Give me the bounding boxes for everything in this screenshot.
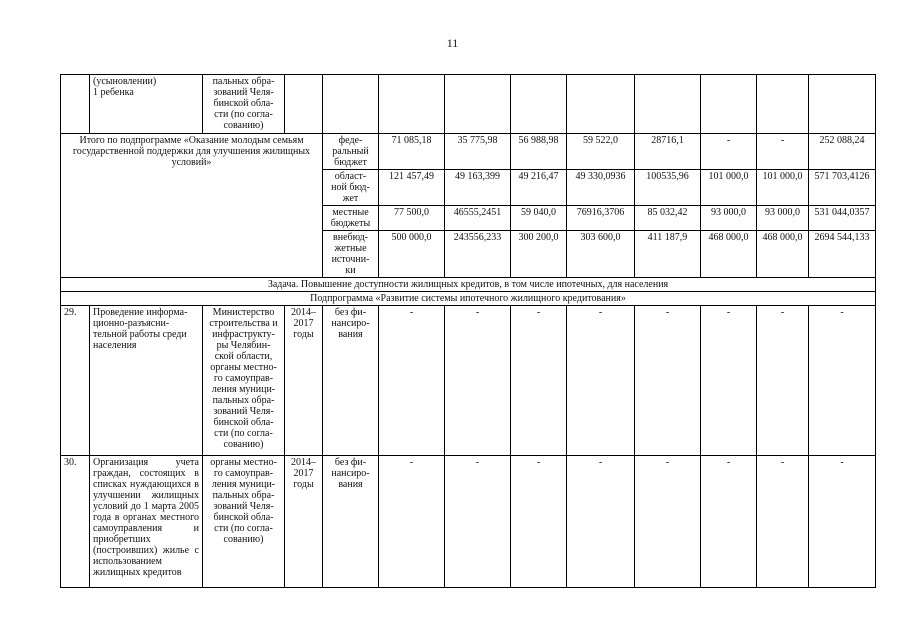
value-cell: 35 775,98 [445,134,511,170]
item-number: 29. [61,306,90,456]
task-row [61,278,876,292]
item-activity: Проведение информа- ционно-разъясни- тельной работы среди населения [90,306,203,456]
continuation-years-cell [285,75,323,134]
value-cell: 121 457,49 [379,170,445,206]
continuation-cell [445,75,511,134]
value-cell: 300 200,0 [511,231,567,278]
table-row [61,456,876,588]
continuation-num-cell [61,75,90,134]
value-cell: - [511,456,567,588]
value-cell: 71 085,18 [379,134,445,170]
continuation-row [61,75,876,134]
value-cell: 411 187,9 [635,231,701,278]
value-cell: 85 032,42 [635,206,701,231]
value-cell: - [379,456,445,588]
value-cell: - [701,456,757,588]
value-cell: - [701,306,757,456]
continuation-activity: (усыновлении) 1 ребенка [90,75,203,134]
value-cell: 49 330,0936 [567,170,635,206]
continuation-cell [511,75,567,134]
item-executor: Министерство строительства и инфраструкту- ры Челябин- ской области, органы местно- го самоуправ- ления муници- пальных обра- зований Челя- бинской обла- сти (по согла- сованию) [203,306,285,456]
value-cell: 468 000,0 [701,231,757,278]
value-cell: - [757,456,809,588]
value-cell: - [445,306,511,456]
continuation-cell [757,75,809,134]
value-cell: 59 040,0 [511,206,567,231]
funding-source: област- ной бюд- жет [323,170,379,206]
value-cell: 77 500,0 [379,206,445,231]
value-cell: - [445,456,511,588]
value-cell: - [567,306,635,456]
value-cell: 56 988,98 [511,134,567,170]
value-cell: 100535,96 [635,170,701,206]
value-cell: 101 000,0 [757,170,809,206]
subtotal-label: Итого по подпрограмме «Оказание молодым семьям государственной поддержки для улучшения жилищных условий» [61,134,323,278]
continuation-cell [635,75,701,134]
program-table [60,74,876,588]
item-executor: органы местно- го самоуправ- ления муници- пальных обра- зований Челя- бинской обла- сти (по согла- сованию) [203,456,285,588]
value-cell: - [635,456,701,588]
value-cell: 101 000,0 [701,170,757,206]
value-cell: 531 044,0357 [809,206,876,231]
value-cell: - [567,456,635,588]
value-cell: 252 088,24 [809,134,876,170]
page-number: 11 [446,36,459,50]
item-years: 2014– 2017 годы [285,456,323,588]
funding-source: местные бюджеты [323,206,379,231]
item-number: 30. [61,456,90,588]
value-cell: 93 000,0 [757,206,809,231]
item-activity: Организация учета граждан, состоящих в списках нуждающихся в улучшении жилищных условий до 1 марта 2005 года в органах местного самоуправления и приобретших (построивших) жилье с использованием жилищных кредитов [90,456,203,588]
subtotal-row-federal [61,134,876,170]
item-funding: без фи- нансиро- вания [323,306,379,456]
value-cell: 59 522,0 [567,134,635,170]
value-cell: 49 163,399 [445,170,511,206]
value-cell: - [635,306,701,456]
item-funding: без фи- нансиро- вания [323,456,379,588]
value-cell: - [511,306,567,456]
value-cell: - [379,306,445,456]
value-cell: 571 703,4126 [809,170,876,206]
value-cell: - [701,134,757,170]
value-cell: - [757,306,809,456]
value-cell: 76916,3706 [567,206,635,231]
value-cell: 2694 544,133 [809,231,876,278]
value-cell: - [757,134,809,170]
value-cell: - [809,306,876,456]
subprogram-heading: Подпрограмма «Развитие системы ипотечного жилищного кредитования» [61,292,876,306]
continuation-cell [567,75,635,134]
subprogram-row [61,292,876,306]
continuation-executor: пальных обра- зований Челя- бинской обла- сти (по согла- сованию) [203,75,285,134]
value-cell: 303 600,0 [567,231,635,278]
funding-source: внебюд- жетные источни- ки [323,231,379,278]
value-cell: 28716,1 [635,134,701,170]
continuation-cell [809,75,876,134]
table-row [61,306,876,456]
value-cell: 468 000,0 [757,231,809,278]
value-cell: 243556,233 [445,231,511,278]
value-cell: 46555,2451 [445,206,511,231]
value-cell: 49 216,47 [511,170,567,206]
value-cell: 500 000,0 [379,231,445,278]
continuation-cell [379,75,445,134]
funding-source: феде- ральный бюджет [323,134,379,170]
continuation-cell [323,75,379,134]
continuation-cell [701,75,757,134]
task-heading: Задача. Повышение доступности жилищных кредитов, в том числе ипотечных, для населения [61,278,876,292]
value-cell: 93 000,0 [701,206,757,231]
item-years: 2014– 2017 годы [285,306,323,456]
value-cell: - [809,456,876,588]
